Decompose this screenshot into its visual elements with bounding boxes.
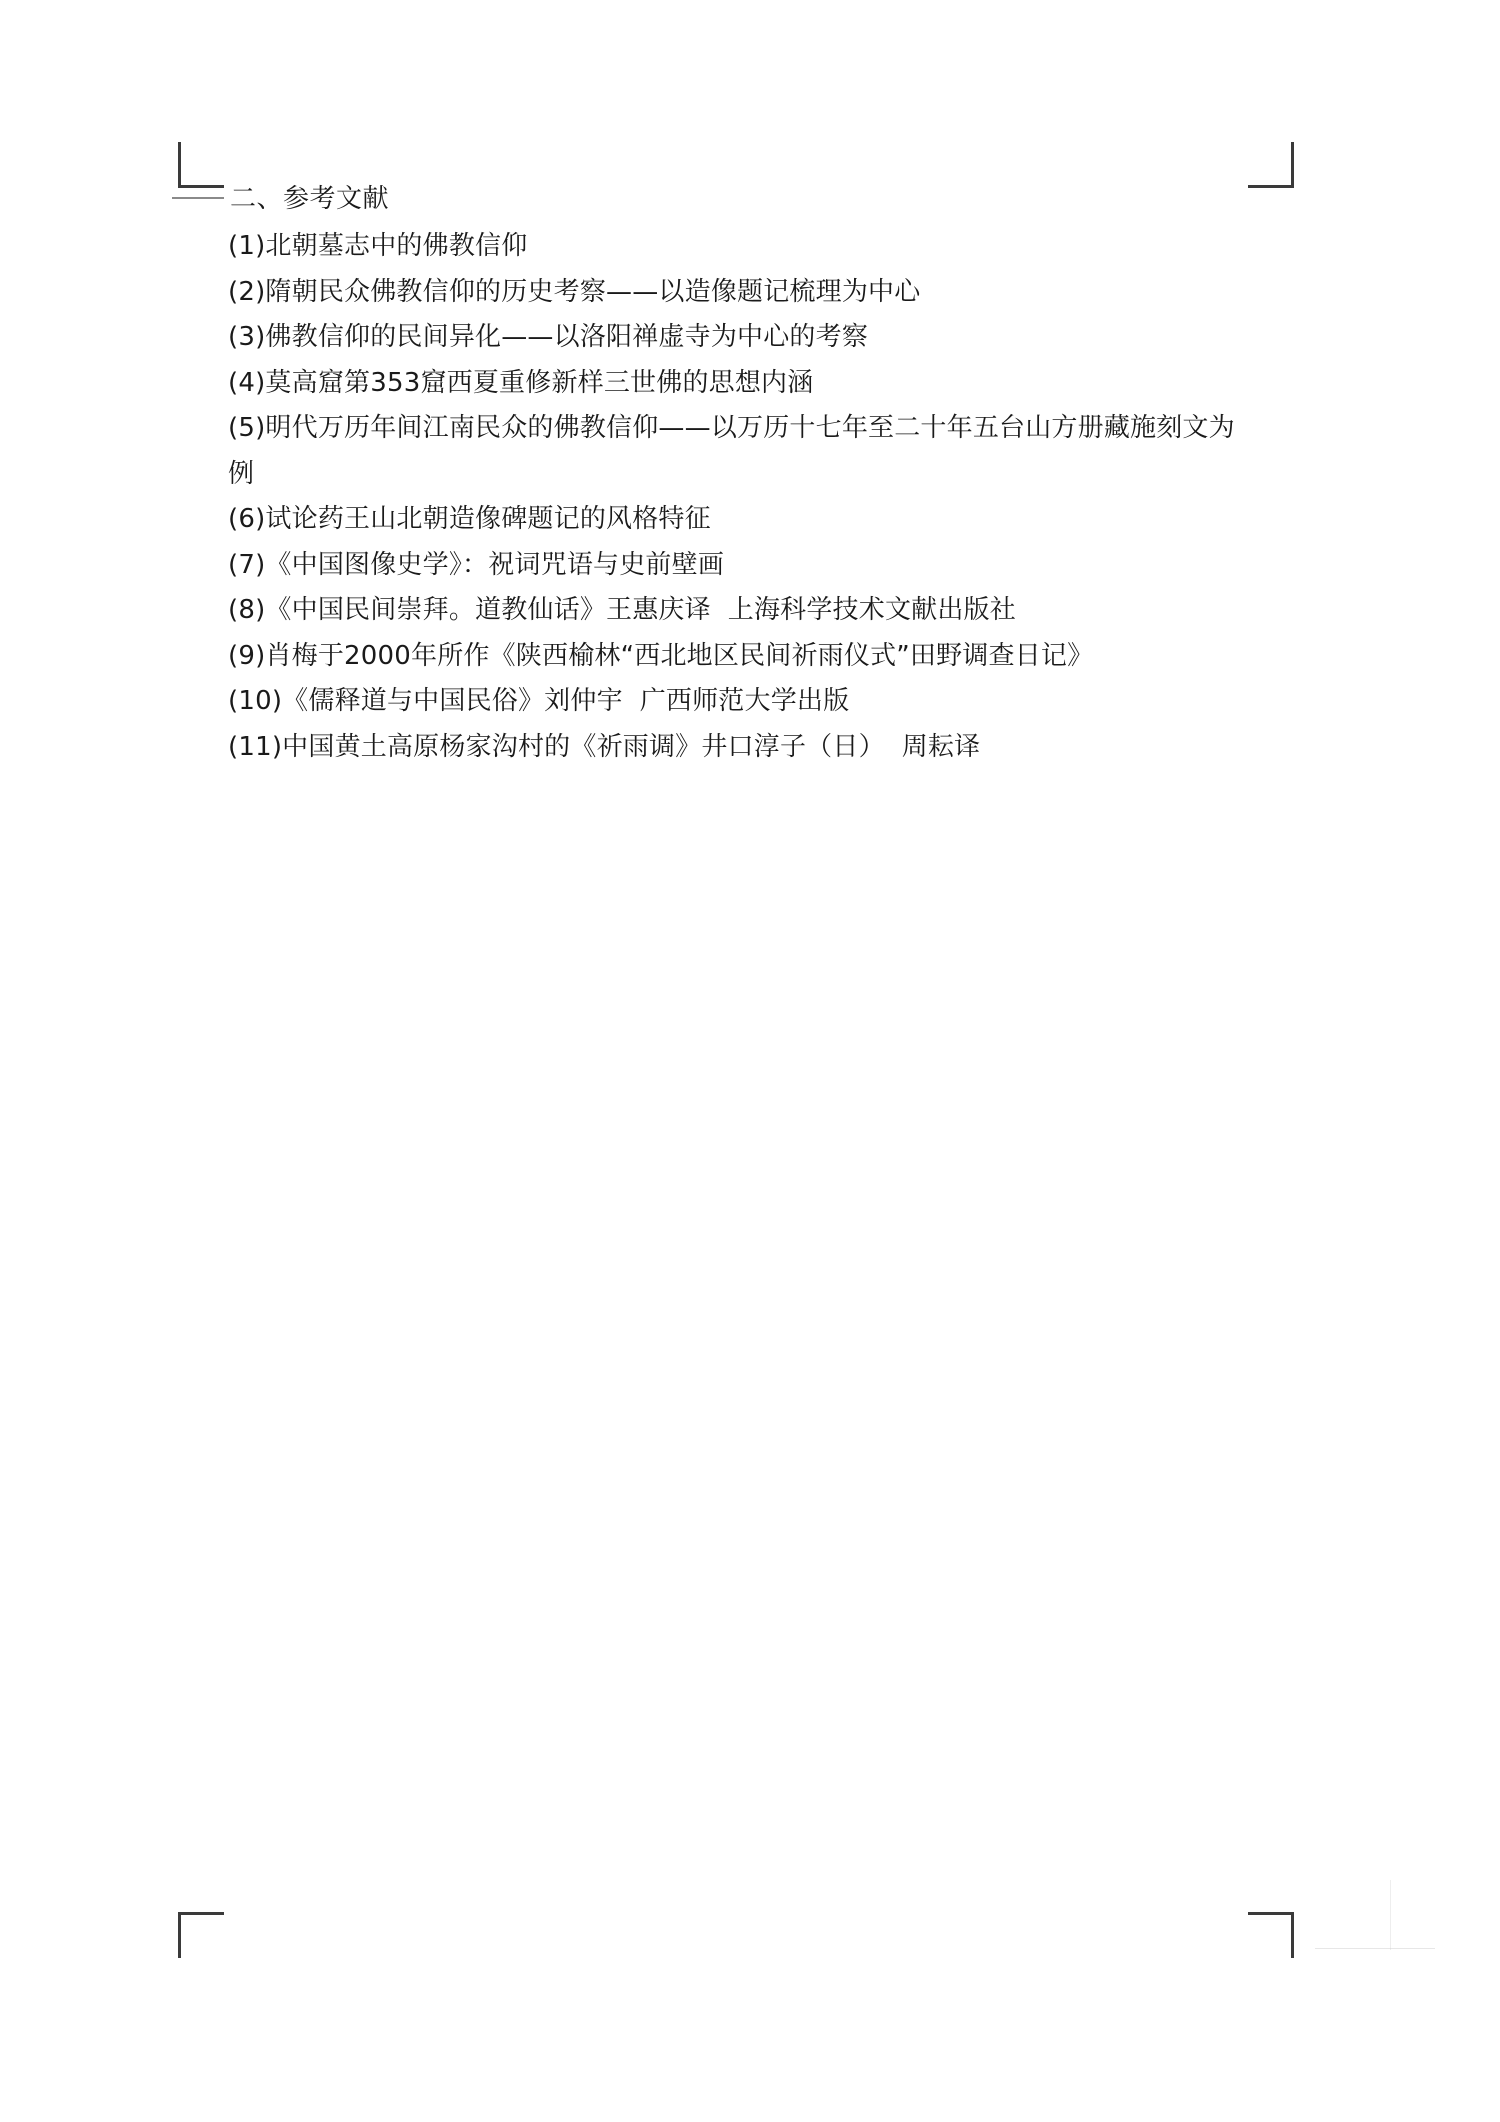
section-heading: 二、参考文献 — [230, 184, 390, 214]
list-item: (3)佛教信仰的民间异化——以洛阳禅虚寺为中心的考察 — [228, 322, 869, 352]
list-item: (4)莫高窟第353窟西夏重修新样三世佛的思想内涵 — [228, 367, 814, 398]
document-body — [228, 176, 1248, 770]
list-item: (11)中国黄土高原杨家沟村的《祈雨调》井口淳子（日） 周耘译 — [228, 731, 981, 762]
list-item: (10)《儒释道与中国民俗》刘仲宇 广西师范大学出版 — [228, 686, 850, 716]
scan-artifact — [1390, 1880, 1391, 1950]
list-item: (8)《中国民间崇拜。道教仙话》王惠庆译 上海科学技术文献出版社 — [228, 595, 1016, 625]
list-item: (1)北朝墓志中的佛教信仰 — [228, 231, 528, 261]
list-item: (5)明代万历年间江南民众的佛教信仰——以万历十七年至二十年五台山方册藏施刻文为例 — [228, 413, 1235, 489]
crop-mark-top-left-icon — [178, 142, 224, 188]
scan-artifact — [1315, 1948, 1435, 1949]
list-item: (7)《中国图像史学》：祝词咒语与史前壁画 — [228, 549, 725, 580]
crop-mark-top-right-icon — [1248, 142, 1294, 188]
list-item: (6)试论药王山北朝造像碑题记的风格特征 — [228, 504, 711, 534]
crop-mark-bottom-left-icon — [178, 1912, 224, 1958]
page-edge-rule — [172, 197, 224, 199]
list-item: (9)肖梅于2000年所作《陕西榆林“西北地区民间祈雨仪式”田野调查日记》 — [228, 640, 1094, 671]
list-item: (2)隋朝民众佛教信仰的历史考察——以造像题记梳理为中心 — [228, 276, 921, 307]
crop-mark-bottom-right-icon — [1248, 1912, 1294, 1958]
reference-list — [228, 224, 1248, 770]
